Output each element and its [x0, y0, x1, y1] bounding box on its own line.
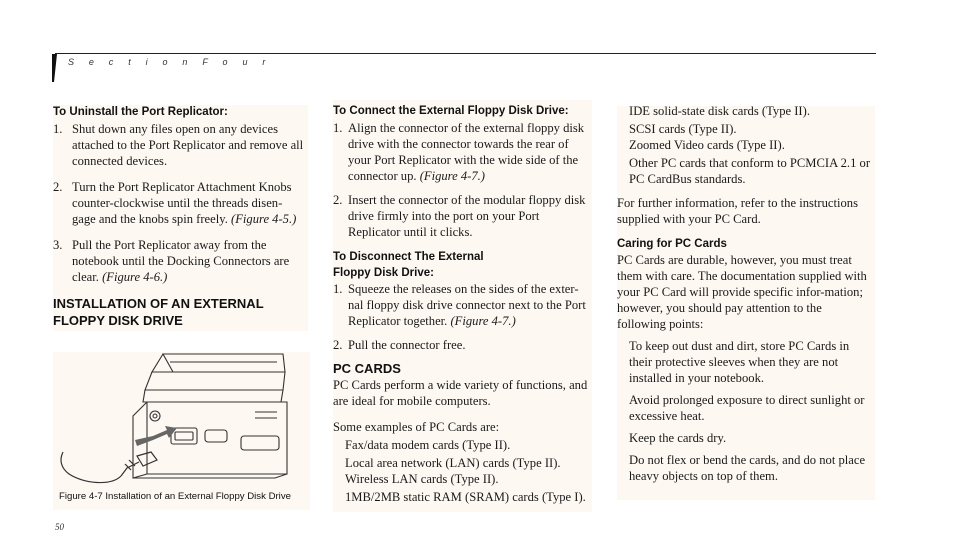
connect-heading: To Connect the External Floppy Disk Drive:	[333, 105, 569, 117]
further-info: For further information, refer to the instructions supplied with your PC Card.	[617, 196, 858, 226]
list-item: Keep the cards dry.	[629, 431, 727, 445]
step-text: Pull the Port Replicator away from the notebook until the Docking Connectors are clear.	[72, 238, 290, 284]
list-item: Local area network (LAN) cards (Type II).	[345, 456, 561, 470]
section-label: S e c t i o n F o u r	[68, 57, 272, 67]
disconnect-heading-line-2: Floppy Disk Drive:	[333, 267, 434, 279]
disconnect-heading	[333, 249, 592, 281]
pc-cards-intro: PC Cards perform a wide variety of functions, and are ideal for mobile computers.	[333, 378, 588, 408]
list-item	[333, 120, 592, 184]
list-item: Other PC cards that conform to PCMCIA 2.1 or PC CardBus standards.	[629, 156, 871, 186]
installation-heading-line-2: FLOPPY DISK DRIVE	[53, 313, 183, 328]
step-text: Squeeze the releases on the sides of the exter-nal floppy disk drive connector next to the Port Replicator together.	[348, 282, 586, 328]
caring-heading: Caring for PC Cards	[617, 238, 727, 250]
figure-reference: (Figure 4-7.)	[450, 314, 516, 328]
pc-cards-heading: PC CARDS	[333, 361, 401, 376]
list-item	[53, 179, 308, 227]
step-number: 2.	[333, 338, 343, 352]
figure-reference: (Figure 4-5.)	[231, 212, 297, 226]
figure-reference: (Figure 4-6.)	[102, 270, 168, 284]
disconnect-steps	[333, 281, 592, 353]
examples-list	[333, 437, 592, 505]
list-item	[333, 192, 592, 240]
column-uninstall	[53, 105, 308, 331]
figure-reference: (Figure 4-7.)	[419, 169, 485, 183]
step-number: 1.	[333, 121, 343, 135]
column-floppy-and-pc-cards	[333, 100, 592, 512]
list-item	[53, 237, 308, 285]
examples-list-continued	[617, 103, 875, 187]
page-number: 50	[55, 522, 64, 532]
list-item	[333, 337, 592, 353]
section-tab-mark	[52, 54, 58, 82]
step-text: Shut down any files open on any devices attached to the Port Replicator and remove all connected devices.	[72, 122, 304, 168]
step-text: Turn the Port Replicator Attachment Knobs counter-clockwise until the threads disen-gage and the knobs spin freely.	[72, 180, 292, 226]
uninstall-heading: To Uninstall the Port Replicator:	[53, 106, 228, 118]
step-number: 2.	[333, 193, 343, 207]
examples-intro: Some examples of PC Cards are:	[333, 420, 500, 434]
installation-heading	[53, 295, 308, 329]
floppy-drive-connection-illustration	[55, 352, 308, 488]
step-number: 1.	[333, 282, 343, 296]
list-item: To keep out dust and dirt, store PC Cards in their protective sleeves when they are not installed in your notebook.	[629, 339, 850, 385]
step-text: Pull the connector free.	[348, 338, 466, 352]
installation-heading-line-1: INSTALLATION OF AN EXTERNAL	[53, 296, 264, 311]
header-rule	[55, 53, 876, 54]
uninstall-steps	[53, 121, 308, 285]
disconnect-heading-line-1: To Disconnect The External	[333, 251, 484, 263]
step-text: Insert the connector of the modular floppy disk drive firmly into the port on your Port Replicator until it clicks.	[348, 193, 586, 239]
step-text: Align the connector of the external floppy disk drive with the connector towards the rear of your Port Replicator with the wide side of the connector up.	[348, 121, 585, 183]
list-item: 1MB/2MB static RAM (SRAM) cards (Type I).	[345, 490, 586, 504]
care-points-list	[617, 338, 875, 484]
step-number: 1.	[53, 122, 63, 136]
connect-steps	[333, 120, 592, 240]
list-item: Avoid prolonged exposure to direct sunlight or excessive heat.	[629, 393, 865, 423]
figure-caption: Figure 4-7 Installation of an External Floppy Disk Drive	[59, 491, 291, 502]
column-caring-for-pc-cards	[617, 106, 875, 500]
figure-4-7	[53, 352, 310, 510]
list-item: IDE solid-state disk cards (Type II).	[629, 104, 810, 118]
list-item: Fax/data modem cards (Type II).	[345, 438, 511, 452]
caring-intro: PC Cards are durable, however, you must treat them with care. The documentation supplied with your PC Card will provide specific infor-mation; however, you should pay attention to the following points:	[617, 253, 867, 331]
list-item: SCSI cards (Type II).	[629, 122, 737, 136]
list-item: Wireless LAN cards (Type II).	[345, 472, 499, 486]
list-item: Zoomed Video cards (Type II).	[629, 138, 785, 152]
list-item: Do not flex or bend the cards, and do not place heavy objects on top of them.	[629, 453, 866, 483]
step-number: 2.	[53, 180, 63, 194]
step-number: 3.	[53, 238, 63, 252]
list-item	[333, 281, 592, 329]
list-item	[53, 121, 308, 169]
